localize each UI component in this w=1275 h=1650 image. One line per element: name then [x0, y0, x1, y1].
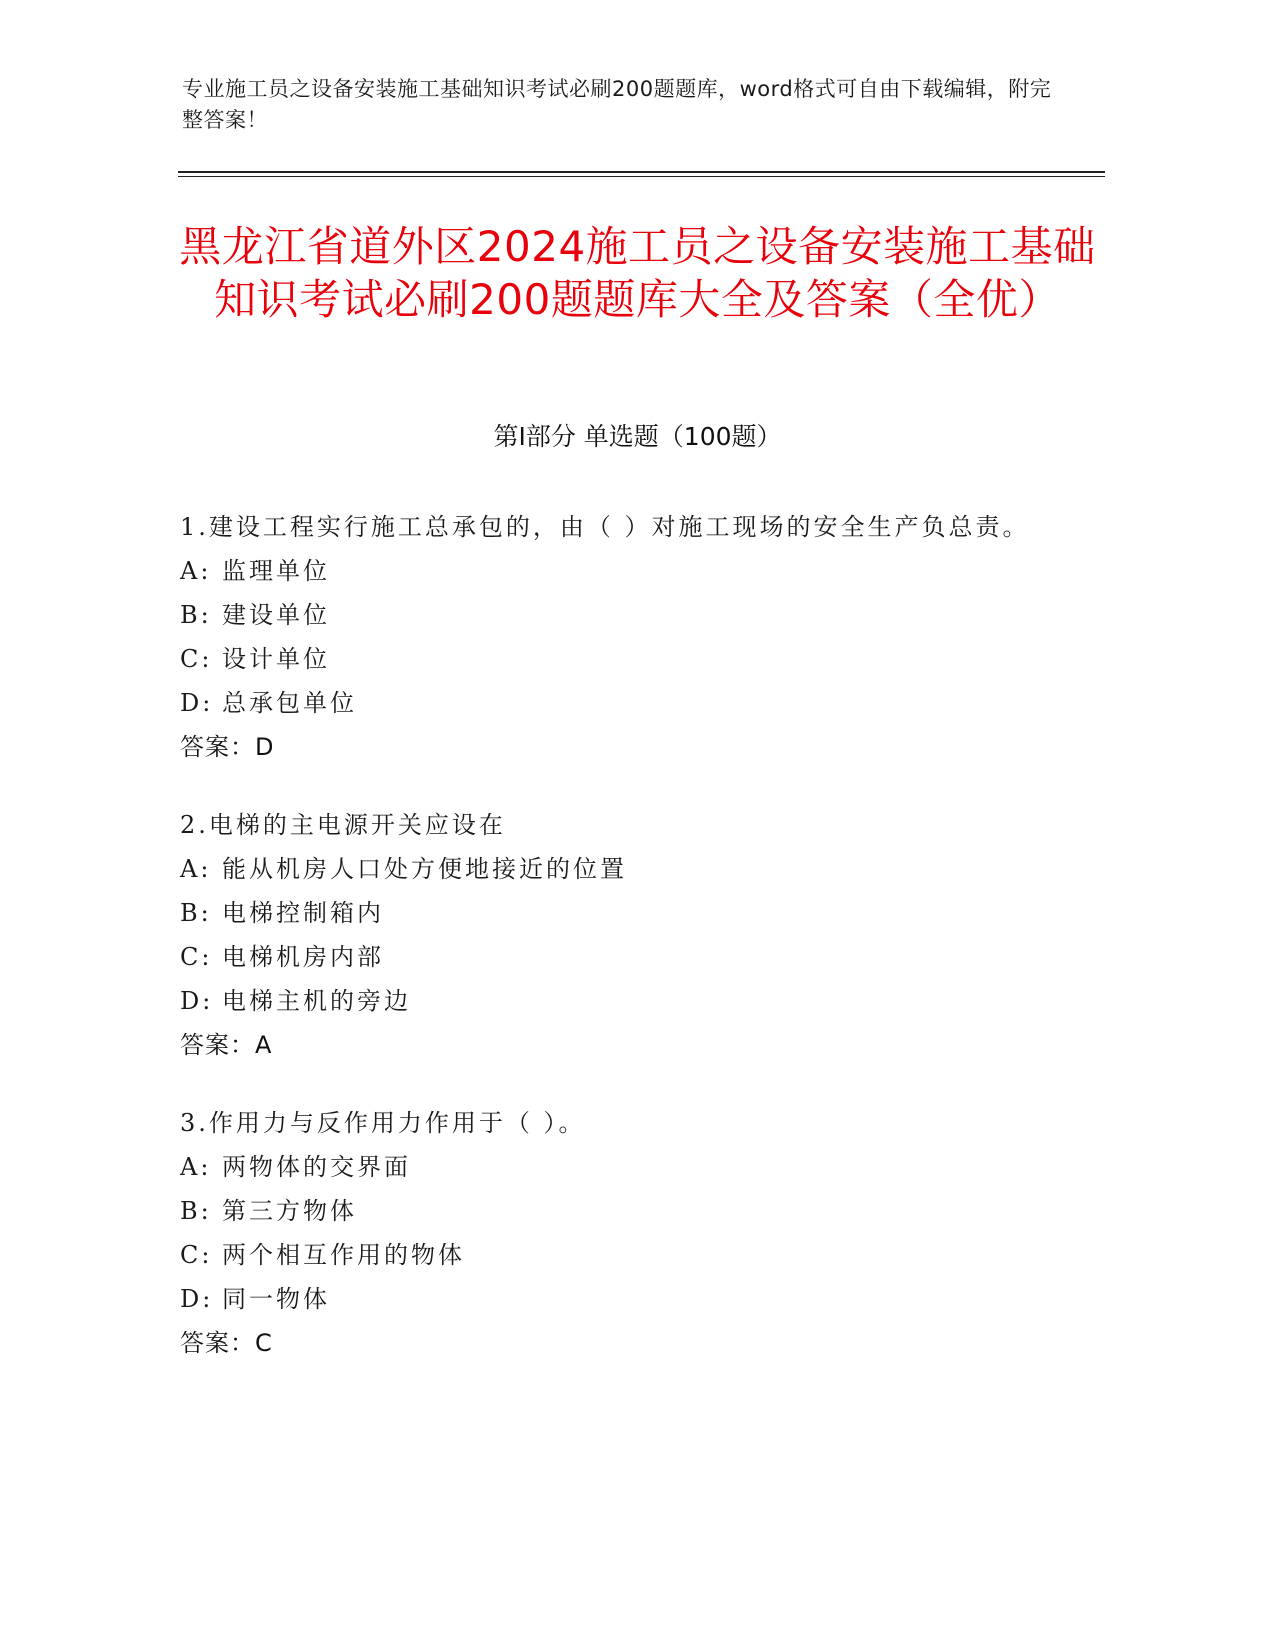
answer-line: 答案：C [180, 1329, 273, 1357]
option-d [180, 1277, 1080, 1321]
option-text: 第三方物体 [222, 1197, 357, 1225]
option-text: 能从机房人口处方便地接近的位置 [222, 855, 627, 883]
header-divider-thick [178, 171, 1105, 173]
question-stem: 3.作用力与反作用力作用于（ ）。 [180, 1109, 586, 1137]
option-letter: C: [180, 943, 213, 971]
question-list [180, 505, 1080, 1399]
option-text: 监理单位 [222, 557, 330, 585]
question-item [180, 1101, 1080, 1365]
option-text: 两物体的交界面 [222, 1153, 411, 1181]
option-b [180, 593, 1080, 637]
option-letter: C: [180, 645, 213, 673]
header-divider-thin [178, 176, 1105, 177]
option-text: 建设单位 [222, 601, 330, 629]
option-text: 设计单位 [222, 645, 330, 673]
question-stem: 1.建设工程实行施工总承包的，由（ ）对施工现场的安全生产负总责。 [180, 513, 1030, 541]
option-b [180, 1189, 1080, 1233]
option-letter: C: [180, 1241, 213, 1269]
option-letter: A: [180, 1153, 212, 1181]
option-c [180, 637, 1080, 681]
option-text: 两个相互作用的物体 [222, 1241, 465, 1269]
option-letter: D: [180, 1285, 214, 1313]
option-c [180, 1233, 1080, 1277]
question-item [180, 505, 1080, 769]
header-note: 专业施工员之设备安装施工基础知识考试必刷200题题库，word格式可自由下载编辑，附完整答案！ [182, 77, 1052, 132]
option-text: 电梯主机的旁边 [222, 987, 411, 1015]
option-text: 电梯控制箱内 [222, 899, 384, 927]
option-letter: A: [180, 557, 212, 585]
option-a [180, 1145, 1080, 1189]
option-b [180, 891, 1080, 935]
option-letter: B: [180, 899, 212, 927]
option-letter: D: [180, 689, 214, 717]
option-letter: B: [180, 1197, 212, 1225]
option-text: 总承包单位 [222, 689, 357, 717]
option-letter: D: [180, 987, 214, 1015]
answer-line: 答案：A [180, 1031, 273, 1059]
option-a [180, 549, 1080, 593]
option-letter: A: [180, 855, 212, 883]
option-d [180, 979, 1080, 1023]
option-a [180, 847, 1080, 891]
option-text: 电梯机房内部 [222, 943, 384, 971]
question-stem: 2.电梯的主电源开关应设在 [180, 811, 506, 839]
option-text: 同一物体 [222, 1285, 330, 1313]
section-heading: 第Ⅰ部分 单选题（100题） [493, 422, 782, 451]
option-letter: B: [180, 601, 212, 629]
question-item [180, 803, 1080, 1067]
option-c [180, 935, 1080, 979]
answer-line: 答案：D [180, 733, 275, 761]
option-d [180, 681, 1080, 725]
document-title: 黑龙江省道外区2024施工员之设备安装施工基础知识考试必刷200题题库大全及答案（全优） [179, 222, 1096, 324]
